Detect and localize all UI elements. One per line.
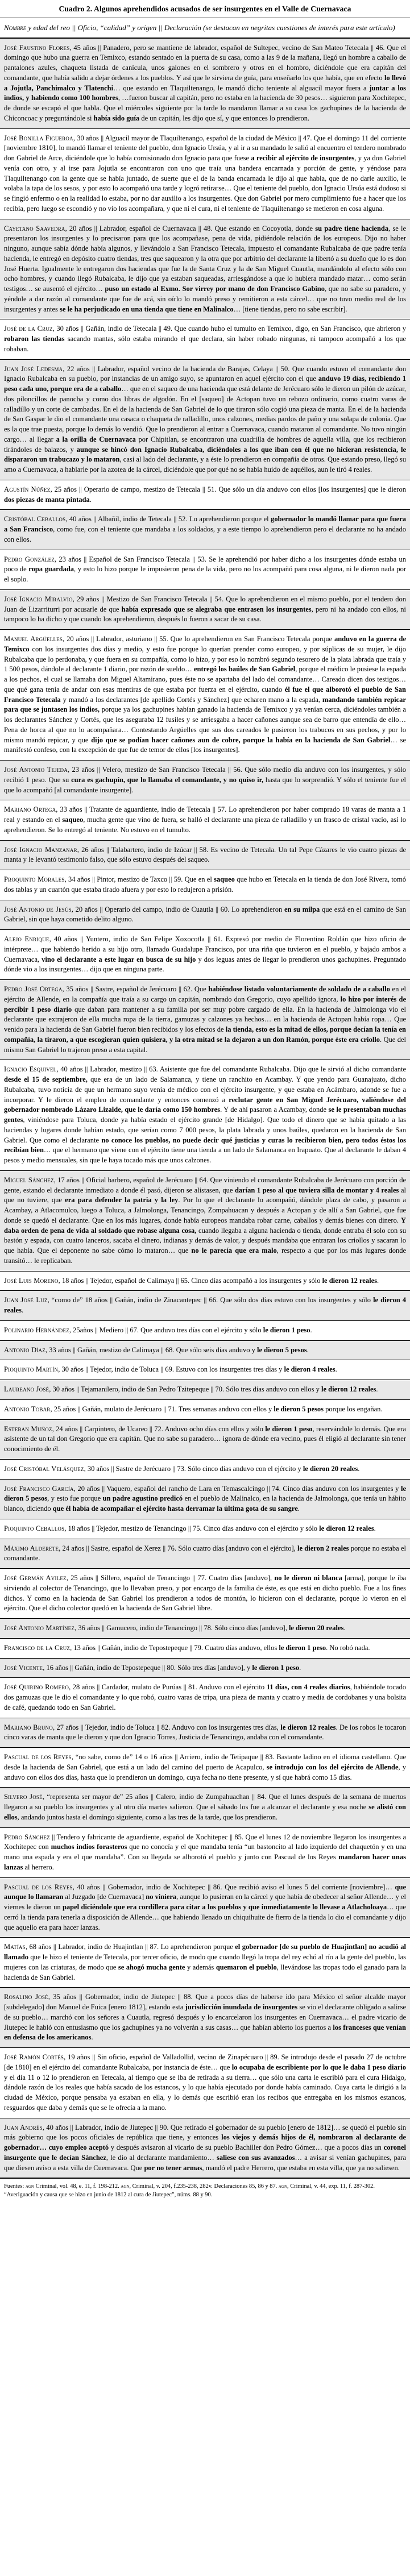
- table-row: Miguel Sánchez, 17 años || Oficial barbero, español de Jerécuaro || 64. Que viniendo el comandante Rubalcaba de Jerécuaro con porción de gente, estando el declarante inmediato a donde él pasó, dijeron se alistasen, que darían 1 peso al que tuviera silla de montar y 4 reales al que no tuviere, que era para defender la patria y la ley. Por lo que el declarante lo acompañó, dándole plaza de cabo, y pasaron a Acambay, a Atlacomulco, luego a Toluca, a Jalmolonga, Tenancingo, Zompahuacan y después a Actopan y de allí a San Gabriel, que fue donde se quedó el declarante. Que en los más lugares, donde había europeos mandaba robar carne, caballos y demás bienes con dinero. Y daba orden de pena de vida al soldado que robase alguna cosa, cuando llegaba a alguna hacienda o tienda, donde entraba él solo con su bastón y espada, con cuatro lanceros, sacaba el dinero, indianas y demás de valor, y después mandaba que entraran los criollos y sacaran lo que había. Que el deponente no sabe cómo lo mataron… que no le parecía que era malo, respecto a que por los más lugares donde transitó… le replicaban.: [0, 1170, 410, 1271]
- table-row: José Ramón Cortés, 19 años || Sin oficio, español de Valladollid, vecino de Zinapécuaro || 89. Se introdujo desde el pasado 27 de octubre [de 1810] en el ejército del comandante Rubalcaba, por instancia de éste… que lo ocupaba de escribiente por lo que le daba 1 peso diario y el día 11 o 12 lo prendieron en Tetecala, al tiempo que se iba de retirada a su tierra… que sólo una carta le escribió para el cura Hidalgo, dándole razón de los reales que había sacado de los estancos, y lo que había ejecutado por donde había caminado. Cuya carta le dirigió a la ciudad de México, porque pensaba ya estaban en ella, y lo demás que escribió eran los recibos que entregaba en los mismos estancos, resguardos que daba y demás que se le ofrecía a la mano.: [0, 2047, 410, 2118]
- table-row: Agustín Núñez, 25 años || Operario de campo, mestizo de Tetecala || 51. Que sólo un día anduvo con ellos [los insurgentes] que le dieron dos piezas de manta pintada.: [0, 480, 410, 510]
- table-row: Pioquinto Martín, 30 años || Tejedor, indio de Toluca || 69. Estuvo con los insurgentes tres días y le dieron 4 reales.: [0, 1360, 410, 1380]
- table-row: José Cristóbal Velásquez, 30 años || Sastre de Jerécuaro || 73. Sólo cinco días anduvo con el ejército y le dieron 20 reales.: [0, 1459, 410, 1479]
- table-row: José Antonio Martínez, 36 años || Gamucero, indio de Tenancingo || 78. Sólo cinco días [anduvo], le dieron 20 reales.: [0, 1618, 410, 1638]
- table-row: José Luis Moreno, 18 años || Tejedor, español de Calimaya || 65. Cinco días acompañó a los insurgentes y sólo le dieron 12 reales.: [0, 1271, 410, 1291]
- prisoner-name: Cayetano Saavedra: [4, 224, 65, 232]
- prisoner-name: Polinario Hernández: [4, 1326, 69, 1334]
- table-row: Manuel Argüelles, 20 años || Labrador, asturiano || 55. Que lo aprehendieron en San Francisco Tetecala porque anduvo en la guerra de Temixco con los insurgentes dos días y medio, y esto fue porque lo querían prender como europeo, y por súplicas de su mujer, le dijo Rubalcaba que lo perdonaba, y que fuera en su compañía, como lo hizo, y por eso lo nombró segundo tesorero de la plata labrada que traía y 1 500 pesos, dándole al declarante 1 diario, por razón de sueldo… entregó los baúles de San Gabriel, porque el médico le pusiese la espada a los pechos, el cual se llamaba don Miguel Altamirano, pues éste no se apartaba del lado del comandante… Careado dicen dos testigos… que qué gana tenía de andar con esas mentiras de que estaba por fuerza en el ejército, cuando él fue el que alborotó el pueblo de San Francisco Tetecala y mandó a los declarantes [de apellido Cortés y Sánchez] que echaren mano a la espada, mandando también repicar para que se juntasen los indios, porque ya los gachupines habían ganado la hacienda de Temixco y ya venían cerca, diciéndoles también a los declarantes Sánchez y Cortés, que les aseguraba 12 fusiles y se arriesgaba a hacer cañones aunque sea de barro que entendía de ello… Pena de horca al que no lo acompañara… Contestando Argüelles que sus dos careados le pusieron los trabucos en sus pechos, y por lo mismo mandó repicar, y que dijo que se podían hacer cañones aun de cobre, porque la había en la hacienda de San Gabriel… se manifestó confeso, con la excepción de que fue de temor de ellos [los insurgentes].: [0, 629, 410, 760]
- prisoner-name: Antonio Tobar: [4, 1405, 51, 1413]
- prisoner-name: Laureano José: [4, 1385, 49, 1394]
- table-row: Esteban Muñoz, 24 años || Carpintero, de Ucareo || 72. Anduvo ocho días con ellos y sólo le dieron 1 peso, reservándole lo demás. Que era asistente de un tal don Gregorio que era capitán. Que no sabe su paradero… ignora de dónde era vecino, pues él eligió al declarante sin tener conocimiento de él.: [0, 1419, 410, 1459]
- table-row: Cristóbal Ceballos, 40 años || Albañil, indio de Tetecala || 52. Lo aprehendieron porque el gobernador lo mandó llamar para que fuera a San Francisco, como fue, con el teniente que mandaba a los soldados, y a este tiempo lo aprehendieron pero el declarante no ha andado con ellos.: [0, 509, 410, 549]
- prisoner-name: Juan José Luz: [4, 1296, 48, 1304]
- prisoner-name: Esteban Muñoz: [4, 1424, 52, 1433]
- prisoner-name: Pedro José Ortega: [4, 985, 63, 994]
- table-row: Rosalino José, 35 años || Gobernador, indio de Jiutepec || 88. Que a pocos días de haberse ido para México el señor alcalde mayor [subdelegado] don Manuel de Fuica [enero 1812], estando esta jurisdicción inundada de insurgentes se vio el declarante obligado a salirse de su pueblo… marchó con los señores a Cuautla, regresó después y lo encarcelaron los insurgentes en Cuernavaca… el padre vicario de Jiutepec le habló con entusiasmo que los gachupines ya no volverán a sus casas… que habían abierto los puertos a los franceses que venían en defensa de los americanos.: [0, 1987, 410, 2047]
- table-row: Matías, 68 años || Labrador, indio de Huajintlan || 87. Lo aprehendieron porque el gobernador [de su pueblo de Huajintlan] no acudió al llamado que le hizo el teniente de Tetecala, por tercer oficio, de modo que cuando llegó la tropa del rey echó al río a la gente del pueblo, las mujeres con las criaturas, de modo que se ahogó mucha gente y además quemaron el pueblo, llevándose las tropas todo el ganado para la hacienda de San Gabriel.: [0, 1937, 410, 1987]
- table-row: Máximo Alderete, 24 años || Sastre, español de Xerez || 76. Sólo cuatro días [anduvo con el ejército], le dieron 2 reales porque no estaba el comandante.: [0, 1539, 410, 1569]
- prisoner-name: Antonio Díaz: [4, 1345, 45, 1354]
- table-row: Francisco de la Cruz, 13 años || Gañán, indio de Tepostepeque || 79. Cuatro días anduvo, ellos le dieron 1 peso. No robó nada.: [0, 1638, 410, 1658]
- prisoner-name: Máximo Alderete: [4, 1544, 59, 1552]
- table-row: José Ignacio Miralvio, 29 años || Mestizo de San Francisco Tetecala || 54. Que lo aprehendieron en el mismo pueblo, por el tendero don Juan de Lizarriturri por acusarle de que había expresado que se alegraba que entrasen los insurgentes, pero ni ha andado con ellos, ni tampoco lo ha dicho y que cuando los aprehendieron, después lo fueron a sacar de su casa.: [0, 589, 410, 629]
- table-row: José de la Cruz, 30 años || Gañán, indio de Tetecala || 49. Que cuando hubo el tumulto en Temixco, digo, en San Francisco, que abrieron y robaron las tiendas sacando mantas, sólo estaba mirando el que declara, sin haber robado ningunas, ni tampoco acompañó a los que robaban.: [0, 319, 410, 359]
- prisoner-name: Cristóbal Ceballos: [4, 515, 66, 523]
- prisoner-name: Ignacio Esquivel: [4, 1065, 57, 1074]
- table-row: Pascual de los Reyes, “no sabe, como de” 14 o 16 años || Arriero, indio de Tetipaque || 83. Bastante ladino en el idioma castellano. Que desde la hacienda de San Gabriel, que está a un lado del camino del puerto de Acapulco, se introdujo con los del ejército de Allende, y anduvo con ellos dos días, hasta que lo prendieron un domingo, cuya fecha no tiene presente, y sí que habrá como 15 días.: [0, 1747, 410, 1787]
- table-row: Alejo Enrique, 40 años || Yuntero, indio de San Felipe Xoxocotla || 61. Expresó por medio de Florentino Roldán que hizo oficio de intérprete… que habiendo herido a su hijo otro, llamado Guadalupe Francisco, por una riña que tuvieron en el pueblo, y bajado ambos a Cuernavaca, vino el declarante a este lugar en busca de su hijo y dos leguas antes de llegar lo prendieron unos gachupines. Preguntado dónde vio a los insurgentes… dijo que en ninguna parte.: [0, 929, 410, 979]
- prisoner-name: José Germán Avilez: [4, 1574, 67, 1582]
- prisoner-name: Rosalino José: [4, 1993, 48, 2001]
- table-row: Pascual de los Reyes, 40 años || Gobernador, indio de Xochitepec || 86. Que recibió aviso el lunes 5 del corriente [noviembre]… que aunque lo llamaran al Juzgado [de Cuernavaca] no viniera, aunque lo pusieran en la cárcel y que había de obedecer al señor Allende… y el viernes le dieron un papel diciéndole que era cordillera para citar a los pueblos y que inmediatamente lo llevase a Atlacholoaya… que cerró la tienda para tenerla a disposición de Allende… que habiendo llenado un chiquihuite de fierro de la tienda lo dio el comandante y dijo que aquello era para hacer lanzas.: [0, 1877, 410, 1938]
- sources-note: Fuentes: agn Criminal, vol. 48, e. 11, f. 198-212. agn, Criminal, v. 204, f.235-238, 282v. Declaraciones 85, 86 y 87. agn, Criminal, v. 44, exp. 11, f. 287-302. “Averiguación y causa que se hizo en junio de 1812 al cura de Jiutepec”, núms. 88 y 90.: [0, 2178, 410, 2213]
- table-row: José Bonilla Figueroa, 30 años || Alguacil mayor de Tlaquiltenango, español de la ciudad de México || 47. Que el domingo 11 del corriente [noviembre 1810], lo mandó llamar el teniente del pueblo, don Ignacio Ursúa, y al ir a su mandado le salió al encuentro el tendero nombrado don Gabriel de Arce, diciéndole que lo había comisionado don Ignacio para que fuese a recibir al ejército de insurgentes, y ya don Gabriel venía con otro, y al irse para Jojutla se encontraron con uno que traía una bandera encarnada y porción de gente, y yéndose para Tlaquiltenango con la gente que se había juntado, de suerte que el de la banda encarnada le dijo al que habla, que de no darle auxilio, le volaba la tapa de los sesos, y por esto lo acompañó una tarde y logró retirarse… Que el teniente del pueblo, don Ignacio Ursúa está dudoso si se fingió enfermo o en la realidad lo estaba, por no dar auxilio a los insurgentes. Que don Gabriel por mero cumplimiento fue a hacer que los recibía, pero luego se escondió y no vio los acompañara, y que ni el cura, ni el teniente de Tlaquiltenango se metieron en cosa alguna.: [0, 128, 410, 219]
- prisoner-name: Pascual de los Reyes: [4, 1753, 72, 1761]
- table-row: Laureano José, 30 años || Tejamanilero, indio de San Pedro Tzitepeque || 70. Sólo tres días anduvo con ellos y le dieron 12 reales.: [0, 1380, 410, 1399]
- prisoner-name: José Bonilla Figueroa: [4, 134, 73, 142]
- prisoner-name: José Cristóbal Velásquez: [4, 1464, 84, 1473]
- column-header: Nombre y edad del reo || Oficio, “calidad” y origen || Declaración (se destacan en negritas cuestiones de interés para este artículo): [0, 18, 410, 39]
- prisoner-name: Miguel Sánchez: [4, 1175, 54, 1184]
- table-rows: [0, 39, 410, 2178]
- table-row: Juan José Luz, “como de” 18 años || Gañán, indio de Zinacantepec || 66. Que sólo dos días estuvo con los insurgentes y sólo le dieron 4 reales.: [0, 1290, 410, 1320]
- prisoner-name: Pioquinto Martín: [4, 1365, 59, 1374]
- table-row: José Francisco García, 20 años || Vaquero, español del rancho de Lara en Temascalcingo || 74. Cinco días anduvo con los insurgentes y le dieron 5 pesos, y esto fue porque un padre agustino predicó en el pueblo de Malinalco, en la hacienda de Jalmolonga, que tenía un hábito blanco, diciendo que él había de acompañar el ejército hasta derramar la última gota de su sangre.: [0, 1479, 410, 1519]
- prisoner-name: Agustín Núñez: [4, 485, 51, 493]
- prisoner-name: Mariano Ortega: [4, 805, 56, 814]
- prisoner-name: José Francisco García: [4, 1484, 74, 1493]
- prisoner-name: Juan José Ledesma: [4, 364, 63, 373]
- table-row: José Faustino Flores, 45 años || Panadero, pero se mantiene de labrador, español de Sultepec, vecino de San Mateo Tetecala || 46. Que el domingo que hubo una guerra en Temixco, estando sentado en la puerta de su casa, como a las 9 de la mañana, llegó un hombre a caballo de pantalones azules, chaqueta listada de canícula, unos galones en el sombrero y otros en el hombro, diciéndole que era capitán del comandante, que había salido a dejar órdenes a los pueblos. Y así que le sirviera de guía, para enseñarlo los que había, que en efecto lo llevó a Jojutla, Panchimalco y Tlatenchi… que estando en Tlaquiltenango, le mandó dicho teniente al alguacil mayor fuera a juntar a los indios, y habiendo como 100 hombres, …fueron buscar al capitán, pero no estaba en la hacienda de 30 pesos… siguieron para Xochitepec, de donde se escapó el que habla. Que el miércoles siguiente por la tarde lo mandaron llamar a su casa los gachupines de la hacienda de Chiconcoac y preguntándole si había sido guía de un capitán, les dijo que sí, y que entonces lo prendieron.: [0, 39, 410, 128]
- table-row: José Antonio Tejeda, 23 años || Velero, mestizo de San Francisco Tetecala || 56. Que sólo medio día anduvo con los insurgentes, y sólo recibió 1 peso. Que su cura es gachupín, que lo llamaba el comandante, y no quiso ir, hasta que lo sorprendió. Y sólo el teniente fue el que lo acompañó [al comandante insurgente].: [0, 760, 410, 800]
- prisoner-name: Pascual de los Reyes: [4, 1883, 73, 1891]
- table-row: José Vicente, 16 años || Gañán, indio de Tepostepeque || 80. Sólo tres días [anduvo], y le dieron 1 peso.: [0, 1658, 410, 1678]
- table-row: Mariano Ortega, 33 años || Tratante de aguardiente, indio de Tetecala || 57. Lo aprehendieron por haber comprado 18 varas de manta a 1 real y estando en el saqueo, mucha gente que vino de fuera, se halló el declarante una pieza de ralladillo y un frasco de cristal vacío, así lo aprehendieron. Se lo entregó al teniente. No estuvo en el tumulto.: [0, 800, 410, 840]
- table-row: Mariano Bruno, 27 años || Tejedor, indio de Toluca || 82. Anduvo con los insurgentes tres días, le dieron 12 reales. De los robos le tocaron cinco varas de manta que le dieron y que don Ignacio Torres, Justicia de Tenancingo, andaba con el comandante.: [0, 1718, 410, 1748]
- table-row: Antonio Tobar, 25 años || Gañán, mulato de Jerécuaro || 71. Tres semanas anduvo con ellos y le dieron 5 pesos porque los engañan.: [0, 1399, 410, 1419]
- prisoner-name: José de la Cruz: [4, 325, 53, 333]
- prisoner-name: Alejo Enrique: [4, 935, 49, 944]
- table-row: Ignacio Esquivel, 40 años || Labrador, mestizo || 63. Asistente que fue del comandante Rubalcaba. Dijo que le sirvió al dicho comandante desde el 15 de septiembre, que era de un lado de Salamanca, y tiene un ranchito en Acambay. Y que yendo para Guanajuato, dicho Rubalcaba, tuvo noticia de que un hermano suyo venía de médico con el ejército insurgente, y que estaba en Acámbaro, adonde se fue a incorporar. Y le dieron el empleo de comandante y entonces comenzó a reclutar gente en San Miguel Jerécuaro, valiéndose del gobernador nombrado Lázaro Lizalde, que le daría como 150 hombres. Y de ahí pasaron a Acambay, donde se le presentaban muchas gentes, viniéndose para Toluca, donde ya había estado el ejército grande [de Hidalgo]. Que todo el dinero que se había quitado a las haciendas y lugares donde habían estado, que serían como 7 000 pesos, la plata labrada y unos baúles, quedaron en la hacienda de San Gabriel. Que como el declarante no conoce los pueblos, no puede decir qué justicias y curas lo recibieron bien, pero todos éstos los recibían bien… que el hermano que viene con el ejército tiene una tienda a un lado de Salamanca en Irapuato. Que al declarante le daban 4 pesos y medio mensuales, sin que le haya tocado más que unos calzones.: [0, 1060, 410, 1170]
- table-row: José Germán Avilez, 25 años || Sillero, español de Tenancingo || 77. Cuatro días [anduvo], no le dieron ni blanca [arma], porque le iba sirviendo al colector de Tenancingo, que lo llevaban preso, y por encargo de la familia de éste, es que está en dicho pueblo. Fue a los fines dichos. Y como en la hacienda de San Gabriel los prendieron a todos de montón, lo hicieron con el declarante, porque lo vieron en el ejército. Que el dicho colector quedó en la hacienda de San Gabriel libre.: [0, 1568, 410, 1618]
- prisoner-name: Juan Andrés: [4, 2123, 43, 2132]
- prisoner-name: José Antonio Martínez: [4, 1624, 75, 1632]
- table-row: Pedro González, 23 años || Español de San Francisco Tetecala || 53. Se le aprehendió por haber dicho a los insurgentes dónde estaba un poco de ropa guardada, y esto lo hizo porque le impusieron pena de la vida, pero no los acompañó para cosa alguna, ni le dieron nada por el soplo.: [0, 550, 410, 589]
- prisoner-name: José Quirino Romero: [4, 1683, 69, 1692]
- table-row: Juan Andrés, 40 años || Labrador, indio de Jiutepec || 90. Que retirado el gobernador de su pueblo [enero de 1812]… se quedó el pueblo sin más gobierno que los pocos oficiales de república que tiene, y entonces los viejos y demás hijos de él, nombraron al declarante de gobernador… cuyo empleo aceptó y después avisaron al vicario de su pueblo Bachiller don Pedro Gómez… que a pocos días un coronel insurgente que le decían Sánchez, le dio al declarante mandamiento… saliese con sus avanzados… a avisar si venían gachupines, para que diesen aviso a esta villa de Cuernavaca. Que por no tener armas, mandó el padre Herrero, que estaba en esta villa, que ya no saliesen.: [0, 2118, 410, 2178]
- table-row: José Antonio de Jesús, 20 años || Operario del campo, indio de Cuautla || 60. Lo aprehendieron en su milpa que está en el camino de San Gabriel, sin que haya cometido delito alguno.: [0, 900, 410, 930]
- prisoner-name: José Ramón Cortés: [4, 2053, 64, 2062]
- prisoner-name: Mariano Bruno: [4, 1723, 53, 1731]
- table-row: José Quirino Romero, 28 años || Cardador, mulato de Purúas || 81. Anduvo con el ejército 11 días, con 4 reales diarios, habiéndole tocado dos gamuzas que le dio el comandante y lo que robó, cuatro varas de tripa, una pieza de manta y cuatro y media de cordobanes y una bolsita de café, quedando todo en San Gabriel.: [0, 1677, 410, 1717]
- prisoner-name: Manuel Argüelles: [4, 635, 63, 643]
- prisoner-name: Proquinto Morales: [4, 875, 65, 884]
- table-row: Antonio Díaz, 33 años || Gañán, mestizo de Calimaya || 68. Que sólo seis días anduvo y le dieron 5 pesos.: [0, 1340, 410, 1360]
- prisoner-name: Pedro Sánchez: [4, 1833, 50, 1841]
- table-row: Silvero José, “representa ser mayor de” 25 años || Calero, indio de Zumpahuachan || 84. Que el lunes después de la semana de muertos llegaron a su pueblo los insurgentes y al otro día martes salieron. Que el sábado los fue a alcanzar el declarante y esa noche se alistó con ellos, andando juntos hasta el domingo siguiente, como a las tres de la tarde, que los prendieron.: [0, 1787, 410, 1827]
- table-row: Juan José Ledesma, 22 años || Labrador, español vecino de la hacienda de Barajas, Celaya || 50. Que cuando estuvo el comandante don Ignacio Rubalcaba en su pueblo, por instancias de un amigo suyo, se apuntaron en aquel ejército con el que anduvo 19 días, recibiendo 1 peso cada uno, porque era de a caballo… que en el saqueo de una hacienda que está delante de Jerécuaro sólo le dieron un pilón de azúcar, dos piloncillos de panocha y como dos libras de algodón. En el [saqueo] de Actopan tuvo un rebozo ordinario, como cuatro varas de ralladillo y un corte de cambadas. En el de la hacienda de San Gabriel de lo que tiraron sólo cogió una pieza de manta. En el de la hacienda de San Gaspar le dio el comandante una casaca o chaqueta de ralladillo, unos calzones, medias pardos de paño y una solapa de colonia. Que es la que trae puesta, porque lo demás lo vendió. Que lo prendieron al entrar a Cuernavaca, cuando mataron al comandante. No tuvo ningún cargo… al llegar a la orilla de Cuernavaca por Chipitlan, se encontraron una cuadrilla de hombres de aquella villa, que los recibieron tirándoles de balazos, y aunque se hincó don Ignacio Rubalcaba, diciéndoles a los que iban con él que no hicieran resistencia, le dispararon un trabucazo y lo mataron, casi al lado del declarante, y a éste lo prendieron en compañía de otros. Que estando preso, llegó su amo a Cuernavaca, a hablarle por la azotea de la cárcel, diciéndole que por qué no se había huido de aquéllos, aun le tiró 4 reales.: [0, 359, 410, 480]
- prisoner-name: José Antonio Tejeda: [4, 766, 68, 774]
- prisoner-name: Matías: [4, 1943, 26, 1951]
- prisoner-name: Francisco de la Cruz: [4, 1643, 71, 1652]
- table-row: Pedro José Ortega, 35 años || Sastre, español de Jerécuaro || 62. Que habiéndose listado voluntariamente de soldado de a caballo en el ejército de Allende, en la compañía que traía a su cargo un capitán, nombrado don Gregorio, cuyo apellido ignora, lo hizo por interés de percibir 1 peso diario que daban para mantener a su familia por ser muy pobre cargado de ella. En la hacienda de Jalmolonga vio el declarante que extrajeron de ella mucha ropa de la tierra, gamuzas y calzones ya hechos… en la hacienda de Actopan había ropa… Que venido para la hacienda de San Gabriel fueron bien recibidos y los efectos de la tienda, esto es la mitad de ellos, porque decían la tenía en compañía, la tiraron, a que escogieran quien quisiera, y la otra mitad se la dejaron a un don Ramón, porque éste era criollo. Que del mismo San Gabriel lo trajeron preso a esta capital.: [0, 979, 410, 1060]
- prisoner-name: Pioquinto Ceballos: [4, 1524, 65, 1532]
- table-row: Cayetano Saavedra, 20 años || Labrador, español de Cuernavaca || 48. Que estando en Cocoyotla, donde su padre tiene hacienda, se le presentaron los insurgentes y lo precisaron para que los acompañase, pena de vida, pidiéndole relación de los europeos. Dijo no haber ninguno, aunque sabía dónde había algunos, y llevándolo a San Francisco Tetecala, impuesto el comandante Rubalcaba de que padre tenía hacienda, le entregó en depósito cuatro tiendas, tres que saquearon y la otra que por arbitrio del declarante la libertó a su dueño que lo es don José Huerta. Igualmente le entregaron dos haciendas que fue la de Santa Cruz y la de San Miguel Cuautla, mandándolo al efecto sólo con ocho hombres, y cuando llegó Rubalcaba, le dijo que ya estaban saqueadas, arriesgándose a que lo hubiera mandado matar… como serán testigos… se ausentó el ejército… puso un estado al Exmo. Sor virrey por mano de don Francisco Gabino, que no sabe su paradero, y yéndole a dar razón al comandante que fue de acá, sin oírlo lo mandó preso y remitieron a esta cárcel… que no tuvo medio real de los insurgentes y antes se le ha perjudicado en una tienda que tiene en Malinalco… [tiene tiendas, pero no sabe escribir].: [0, 219, 410, 319]
- prisoner-name: José Faustino Flores: [4, 43, 70, 52]
- prisoner-name: José Ignacio Miralvio: [4, 595, 73, 603]
- prisoner-name: José Ignacio Manzanar: [4, 845, 77, 854]
- table-row: Proquinto Morales, 34 años || Pintor, mestizo de Taxco || 59. Que en el saqueo que hubo en Tetecala en la tienda de don José Rivera, tomó dos tablas y un cuartón que estaba tirado afuera y por esto lo redujeron a prisión.: [0, 870, 410, 900]
- table-title: Cuadro 2. Algunos aprehendidos acusados de ser insurgentes en el Valle de Cuernavaca: [59, 5, 351, 13]
- table-row: Polinario Hernández, 25años || Mediero || 67. Que anduvo tres días con el ejército y sólo le dieron 1 peso.: [0, 1320, 410, 1340]
- prisoner-name: Silvero José: [4, 1793, 43, 1801]
- table-row: José Ignacio Manzanar, 26 años || Talabartero, indio de Izúcar || 58. Es vecino de Tetecala. Un tal Pepe Cázares le vio cuatro piezas de manta y le levantó testimonio falso, que sólo estuvo después del saqueo.: [0, 840, 410, 870]
- prisoner-name: Pedro González: [4, 555, 55, 563]
- table-row: Pioquinto Ceballos, 18 años || Tejedor, mestizo de Tenancingo || 75. Cinco días anduvo con el ejército y sólo le dieron 12 reales.: [0, 1519, 410, 1539]
- prisoner-name: José Vicente: [4, 1663, 43, 1672]
- prisoner-name: José Antonio de Jesús: [4, 905, 72, 913]
- prisoner-name: José Luis Moreno: [4, 1276, 59, 1285]
- table-row: Pedro Sánchez || Tendero y fabricante de aguardiente, español de Xochitepec || 85. Que el lunes 12 de noviembre llegaron los insurgentes a Xochitepec con muchos indios forasteros que no conocía y el que mandaba tenía “un bastoncito al lado izquierdo del chaquetón y en una mano una espada y era el que mandaba”. Con su llegada se alborotó el pueblo y junto con Pascual de los Reyes mandaron hacer unas lanzas al herrero.: [0, 1827, 410, 1877]
